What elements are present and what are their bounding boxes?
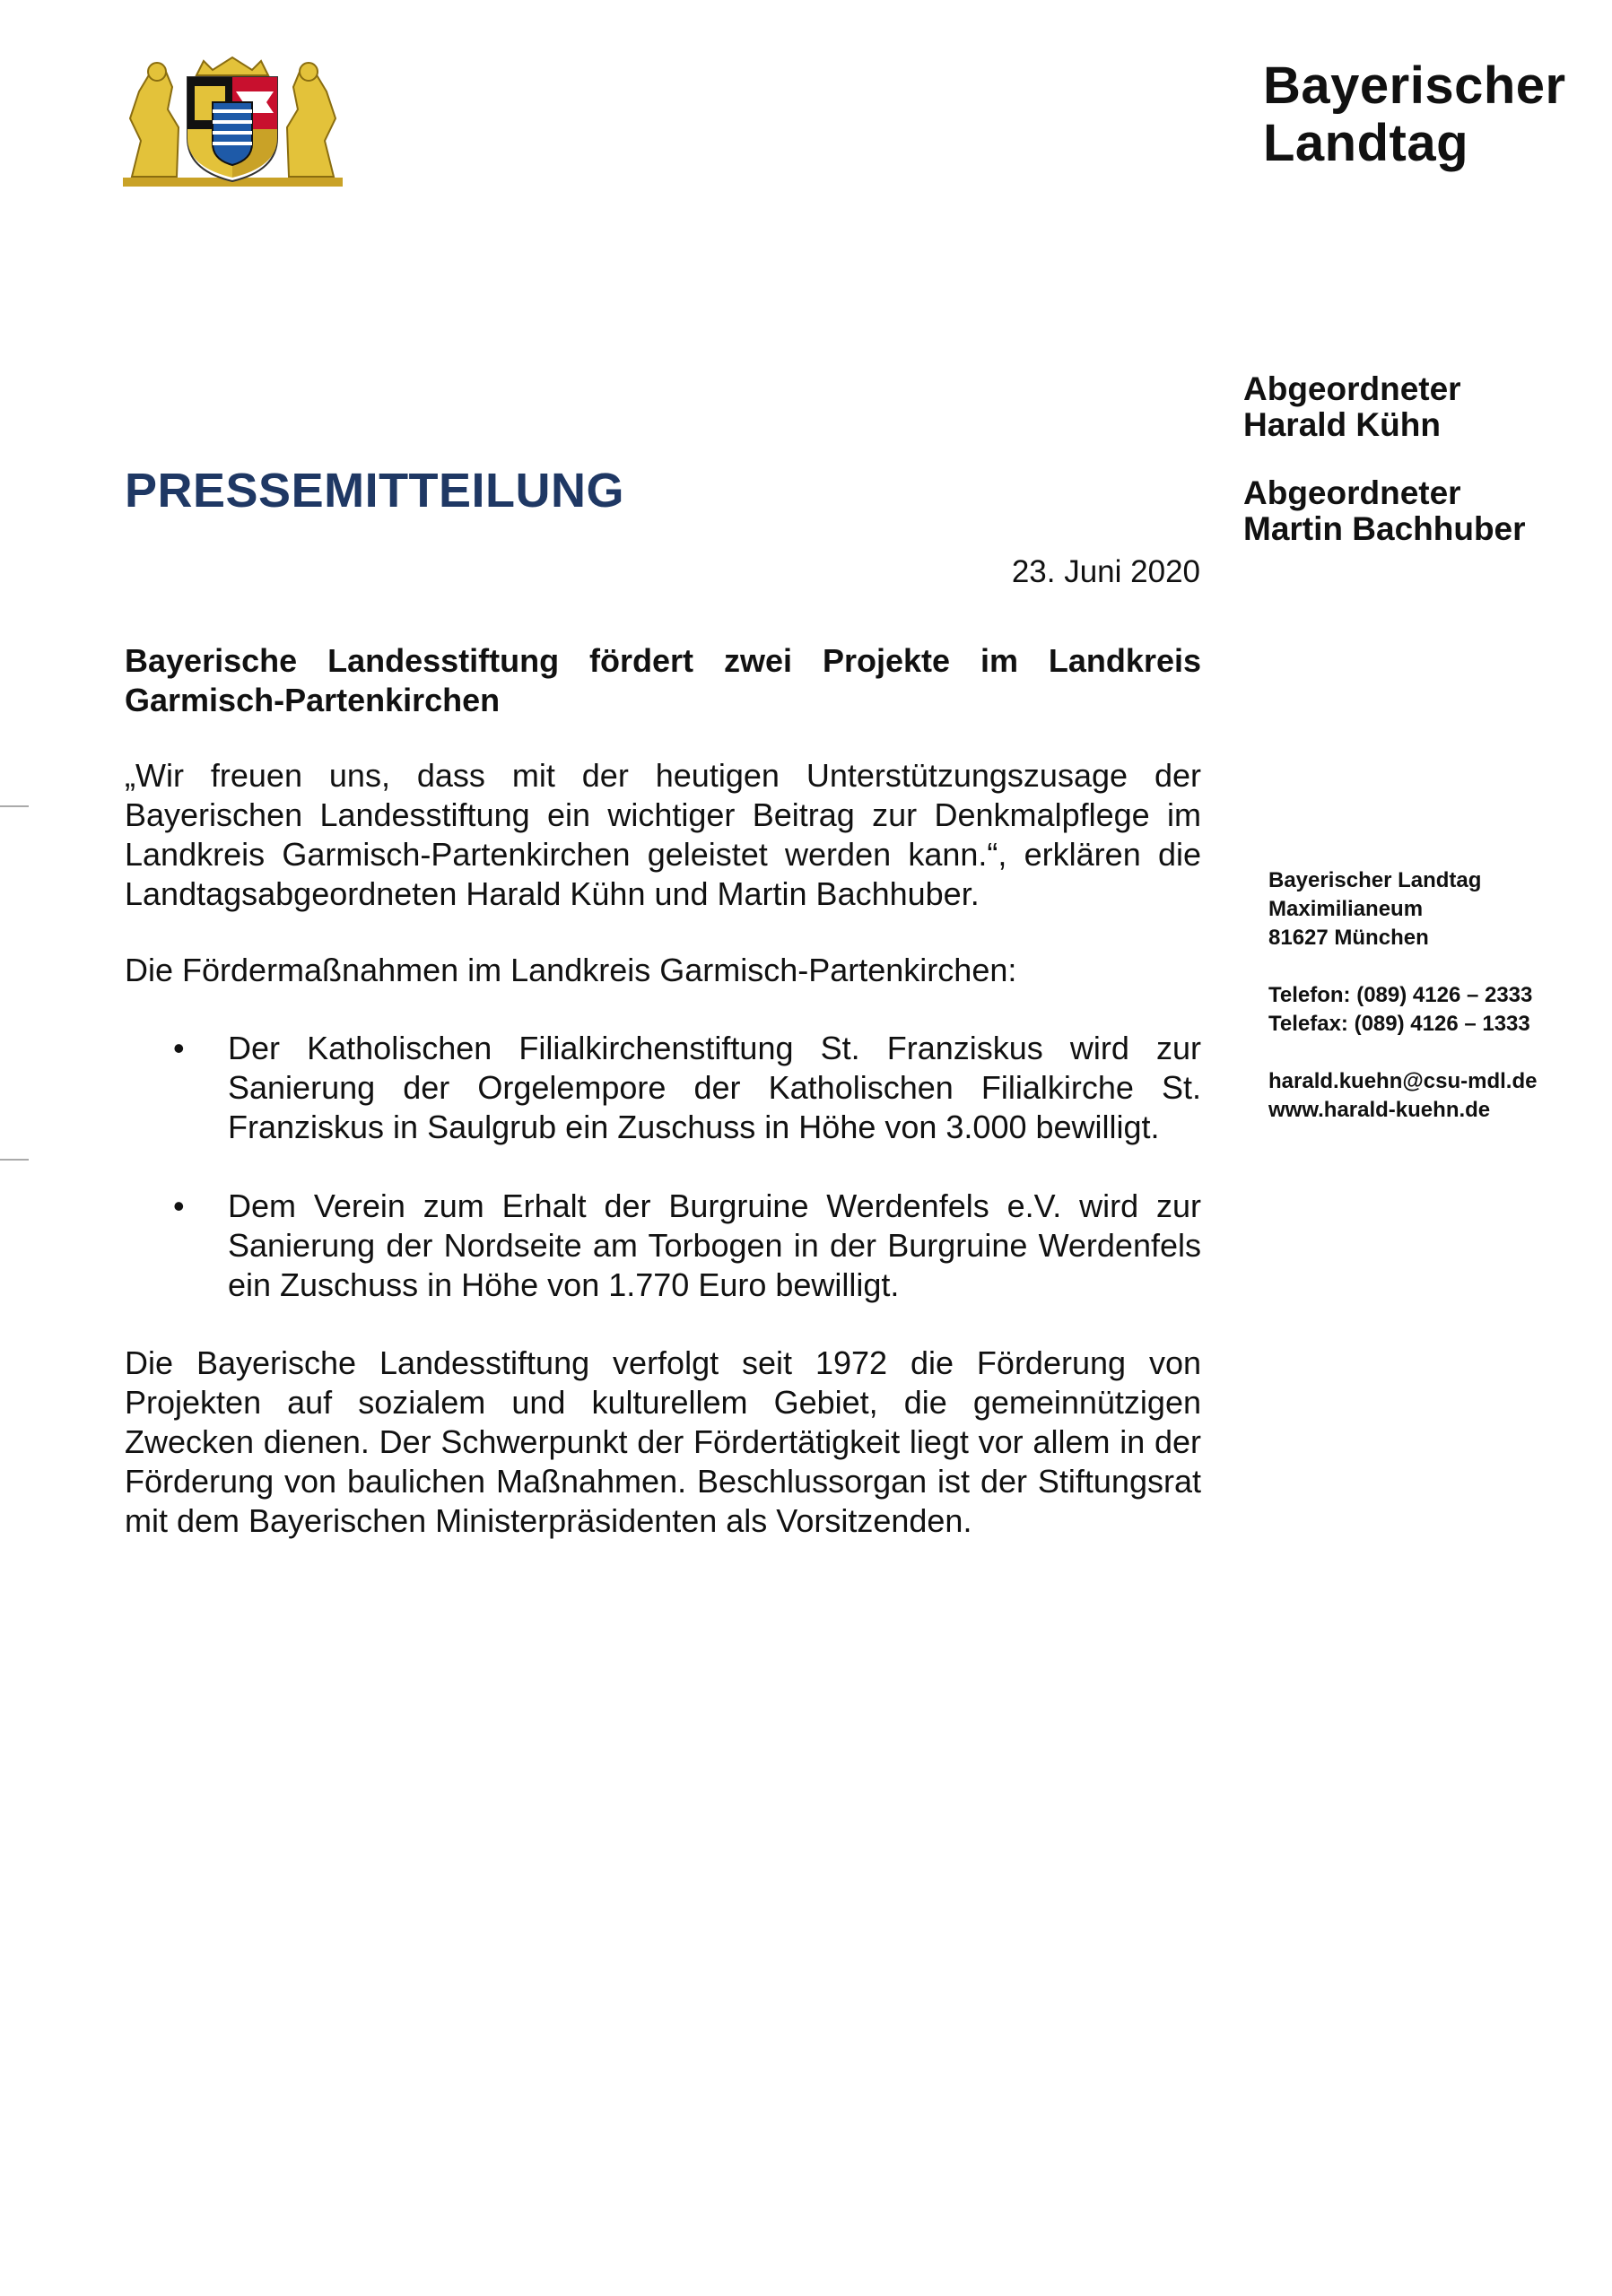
fax-number: Telefax: (089) 4126 – 1333 [1268,1012,1530,1036]
address-line: 81627 München [1268,926,1429,950]
bavarian-coat-of-arms-icon [123,56,343,187]
list-item [125,1187,1201,1305]
contact-online [1268,1067,1537,1125]
bullet-icon: • [173,1030,185,1066]
member-name: Harald Kühn [1243,406,1441,443]
list-item [125,1029,1201,1147]
member-2 [1243,475,1526,547]
member-1 [1243,371,1526,443]
measures-intro: Die Fördermaßnahmen im Landkreis Garmisch-Partenkirchen: [125,952,1017,988]
landtag-logo-line-2: Landtag [1263,114,1469,172]
headline: Bayerische Landesstiftung fördert zwei Projekte im Landkreis Garmisch-Partenkirchen [125,642,1201,718]
measures-list [125,1029,1201,1305]
landtag-logo [1263,57,1566,172]
fold-mark [0,1159,29,1161]
address-line: Bayerischer Landtag [1268,868,1482,892]
release-date: 23. Juni 2020 [1011,554,1200,589]
press-release-body [125,641,1201,1541]
landtag-logo-line-1: Bayerischer [1263,57,1566,115]
phone-number: Telefon: (089) 4126 – 2333 [1268,983,1533,1007]
email-link[interactable]: harald.kuehn@csu-mdl.de [1268,1069,1538,1093]
contact-address [1268,866,1537,952]
member-name: Martin Bachhuber [1243,510,1526,547]
bullet-icon: • [173,1187,185,1224]
quote-paragraph: „Wir freuen uns, dass mit der heutigen Unterstützungszusage der Bayerischen Landesstiftung ein wichtiger Beitrag zur Denkmalpflege im Landkreis Garmisch-Partenkirchen geleistet werden kann.“, erklären die Landtagsabgeordneten Harald Kühn und Martin Bachhuber. [125,757,1201,912]
address-line: Maximilianeum [1268,897,1424,921]
contact-block [1268,866,1537,1153]
page-title: PRESSEMITTEILUNG [125,464,625,517]
measure-text: Der Katholischen Filialkirchenstiftung St. Franziskus wird zur Sanierung der Orgelempore der Katholischen Filialkirche St. Franziskus in Saulgrub ein Zuschuss in Höhe von 3.000 bewilligt. [228,1030,1201,1145]
website-link[interactable]: www.harald-kuehn.de [1268,1098,1491,1122]
members-block [1243,371,1526,579]
fold-mark [0,805,29,807]
measure-text: Dem Verein zum Erhalt der Burgruine Werdenfels e.V. wird zur Sanierung der Nordseite am Torbogen in der Burgruine Werdenfels ein Zuschuss in Höhe von 1.770 Euro bewilligt. [228,1187,1201,1303]
closing-paragraph: Die Bayerische Landesstiftung verfolgt seit 1972 die Förderung von Projekten auf sozialem und kulturellem Gebiet, die gemeinnützigen Zwecken dienen. Der Schwerpunkt der Fördertätigkeit liegt vor allem in der Förderung von baulichen Maßnahmen. Beschlussorgan ist der Stiftungsrat mit dem Bayerischen Ministerpräsidenten als Vorsitzenden. [125,1344,1201,1539]
member-role: Abgeordneter [1243,474,1461,511]
contact-phone-fax [1268,981,1537,1039]
member-role: Abgeordneter [1243,370,1461,407]
